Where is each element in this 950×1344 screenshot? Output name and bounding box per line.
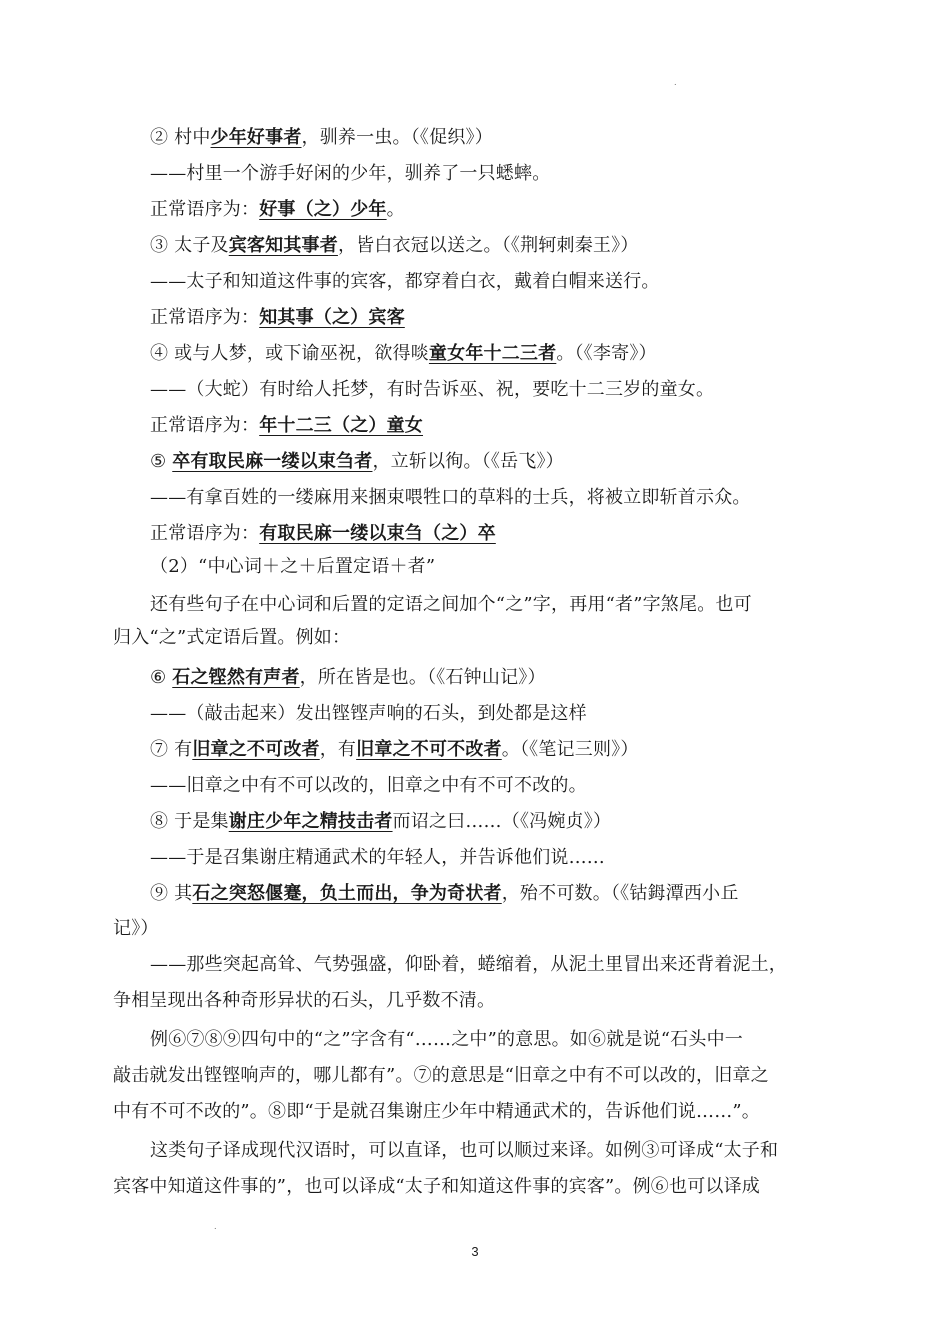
text-line <box>113 626 350 650</box>
text-segment: 例⑥⑦⑧⑨四句中的“之”字含有“……之中”的意思。如⑥就是说“石头中一 <box>150 1029 744 1050</box>
text-line <box>150 198 405 222</box>
text-line <box>150 486 751 510</box>
text-line <box>150 774 587 798</box>
text-segment: ④ 或与人梦，或下谕巫祝，欲得啖 <box>150 343 429 364</box>
text-line <box>150 882 739 906</box>
text-line <box>150 555 435 579</box>
text-segment: ，皆白衣冠以送之。（《荆轲刺秦王》） <box>337 235 639 256</box>
text-line <box>150 738 639 762</box>
underlined-phrase: 谢庄少年之精技击者 <box>228 811 393 832</box>
underlined-phrase: 年十二三（之）童女 <box>259 415 424 436</box>
underlined-phrase: 石之突怒偃蹇，负土而出，争为奇状者 <box>192 883 502 904</box>
text-segment: 正常语序为： <box>150 415 260 436</box>
text-line <box>113 989 495 1013</box>
text-segment: ——（敲击起来）发出铿铿声响的石头，到处都是这样 <box>150 703 587 724</box>
underlined-phrase: 好事（之）少年 <box>259 199 387 220</box>
text-segment: 归入“之”式定语后置。例如： <box>113 627 351 648</box>
text-segment: 正常语序为： <box>150 199 260 220</box>
text-segment: ⑥ <box>150 667 173 688</box>
underlined-phrase: 旧章之不可不改者 <box>356 739 502 760</box>
text-segment: ——有拿百姓的一缕麻用来捆束喂牲口的草料的士兵，将被立即斩首示众。 <box>150 487 751 508</box>
underlined-phrase: 旧章之不可改者 <box>192 739 320 760</box>
text-line <box>150 306 405 330</box>
text-line <box>150 450 564 474</box>
text-line <box>150 593 752 617</box>
text-line <box>113 1175 760 1199</box>
text-line <box>150 270 660 294</box>
text-segment: ，有 <box>319 739 357 760</box>
text-segment: ——那些突起高耸、气势强盛，仰卧着，蜷缩着，从泥土里冒出来还背着泥土， <box>150 954 787 975</box>
text-segment: 。（《笔记三则》） <box>501 739 639 760</box>
text-line <box>150 1139 778 1163</box>
text-segment: ——旧章之中有不可以改的，旧章之中有不可不改的。 <box>150 775 587 796</box>
underlined-phrase: 石之铿然有声者 <box>172 667 300 688</box>
text-segment: ——村里一个游手好闲的少年，驯养了一只蟋蟀。 <box>150 163 551 184</box>
text-segment: 记》） <box>113 918 159 939</box>
text-segment: ⑦ 有 <box>150 739 193 760</box>
text-segment: ⑤ <box>150 451 173 472</box>
text-line <box>150 378 714 402</box>
text-segment: ——太子和知道这件事的宾客，都穿着白衣，戴着白帽来送行。 <box>150 271 660 292</box>
text-segment: （2）“中心词＋之＋后置定语＋者” <box>150 556 436 577</box>
text-line <box>113 1100 760 1124</box>
text-segment: 正常语序为： <box>150 523 260 544</box>
text-line <box>150 702 587 726</box>
text-segment: ③ 太子及 <box>150 235 229 256</box>
underlined-phrase: 有取民麻一缕以束刍（之）卒 <box>259 523 496 544</box>
text-segment: ，驯养一虫。（《促织》） <box>301 127 493 148</box>
text-line <box>113 917 159 941</box>
text-line <box>150 810 611 834</box>
text-line <box>150 1028 743 1052</box>
text-line <box>150 414 423 438</box>
text-line <box>150 953 787 977</box>
text-segment: 。 <box>386 199 405 220</box>
text-segment: 争相呈现出各种奇形异状的石头，几乎数不清。 <box>113 990 496 1011</box>
text-segment: ，立斩以徇。（《岳飞》） <box>372 451 564 472</box>
text-segment: ，殆不可数。（《钴鉧潭西小丘 <box>501 883 739 904</box>
underlined-phrase: 卒有取民麻一缕以束刍者 <box>172 451 373 472</box>
underlined-phrase: 童女年十二三者 <box>428 343 557 364</box>
text-line <box>150 666 546 690</box>
text-segment: ② 村中 <box>150 127 211 148</box>
text-segment: 这类句子译成现代汉语时，可以直译，也可以顺过来译。如例③可译成“太子和 <box>150 1140 779 1161</box>
text-segment: ——于是召集谢庄精通武术的年轻人，并告诉他们说…… <box>150 847 605 868</box>
underlined-phrase: 宾客知其事者 <box>228 235 338 256</box>
text-segment: 中有不可不改的”。⑧即“于是就召集谢庄少年中精通武术的，告诉他们说……”。 <box>113 1101 761 1122</box>
text-segment: 正常语序为： <box>150 307 260 328</box>
text-line <box>150 342 657 366</box>
page-number: 3 <box>471 1244 479 1259</box>
text-segment: 宾客中知道这件事的”，也可以译成“太子和知道这件事的宾客”。例⑥也可以译成 <box>113 1176 761 1197</box>
text-line <box>150 126 493 150</box>
text-line <box>150 234 639 258</box>
text-line <box>150 522 496 546</box>
text-segment: ，所在皆是也。（《石钟山记》） <box>299 667 546 688</box>
text-segment: ——（大蛇）有时给人托梦，有时告诉巫、祝，要吃十二三岁的童女。 <box>150 379 715 400</box>
text-line <box>150 846 605 870</box>
underlined-phrase: 少年好事者 <box>210 127 302 148</box>
scan-speck: . <box>214 1222 217 1231</box>
text-segment: 还有些句子在中心词和后置的定语之间加个“之”字，再用“者”字煞尾。也可 <box>150 594 752 615</box>
underlined-phrase: 知其事（之）宾客 <box>259 307 405 328</box>
text-segment: 。（《李寄》） <box>556 343 657 364</box>
text-segment: ⑨ 其 <box>150 883 193 904</box>
text-segment: 敲击就发出铿铿响声的，哪儿都有”。⑦的意思是“旧章之中有不可以改的，旧章之 <box>113 1065 769 1086</box>
text-line <box>150 162 550 186</box>
text-segment: ⑧ 于是集 <box>150 811 229 832</box>
scan-speck: . <box>674 78 677 87</box>
text-segment: 而诏之曰……（《冯婉贞》） <box>392 811 612 832</box>
text-line <box>113 1064 769 1088</box>
